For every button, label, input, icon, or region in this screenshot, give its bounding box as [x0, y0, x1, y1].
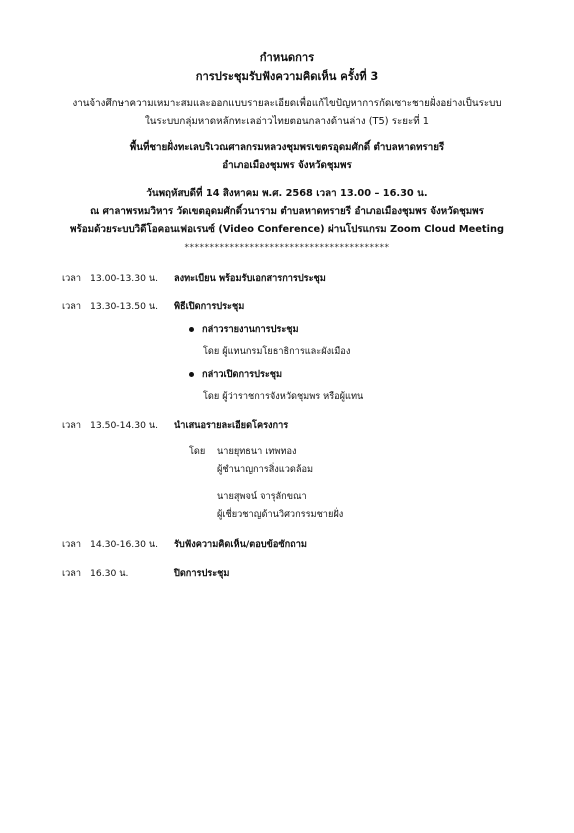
- presenter-2-name: นายสุพจน์ จารุลักขณา: [217, 491, 307, 502]
- bullet-icon: [189, 372, 194, 377]
- bullet-icon: [189, 327, 194, 332]
- time-label: เวลา: [62, 301, 82, 312]
- bullet-text: กล่าวรายงานการประชุม: [202, 324, 299, 335]
- bullet-text: กล่าวเปิดการประชุม: [202, 369, 283, 380]
- date-line: วันพฤหัสบดีที่ 14 สิงหาคม พ.ศ. 2568 เวลา 13.00 – 16.30 น.: [146, 188, 428, 199]
- opening-bullet-report: [189, 322, 299, 337]
- presenter-1-role: ผู้ชำนาญการสิ่งแวดล้อม: [217, 464, 314, 475]
- presenters-by: โดย: [189, 446, 206, 457]
- opening-open-by: โดย ผู้ว่าราชการจังหวัดชุมพร หรือผู้แทน: [203, 391, 364, 402]
- presenter-2-role: ผู้เชี่ยวชาญด้านวิศวกรรมชายฝั่ง: [217, 509, 344, 520]
- divider-stars: *****************************************: [184, 243, 390, 253]
- online-line: พร้อมด้วยระบบวิดีโอคอนเฟอเรนซ์ (Video Conference) ผ่านโปรแกรม Zoom Cloud Meeting: [70, 224, 504, 235]
- opening-report-by: โดย ผู้แทนกรมโยธาธิการและผังเมือง: [203, 346, 351, 357]
- opening-bullet-open: [189, 367, 282, 382]
- area-line-2: อำเภอเมืองชุมพร จังหวัดชุมพร: [222, 160, 352, 171]
- agenda-item: นำเสนอรายละเอียดโครงการ: [174, 420, 289, 431]
- time-range: 13.00-13.30 น.: [90, 273, 159, 284]
- agenda-item: ลงทะเบียน พร้อมรับเอกสารการประชุม: [174, 273, 326, 284]
- agenda-item: รับฟังความคิดเห็น/ตอบข้อซักถาม: [174, 539, 307, 550]
- presenter-1-name: นายยุทธนา เทพทอง: [217, 446, 297, 457]
- project-line-1: งานจ้างศึกษาความเหมาะสมและออกแบบรายละเอียดเพื่อแก้ไขปัญหาการกัดเซาะชายฝั่งอย่างเป็นระบบ: [72, 98, 502, 109]
- time-label: เวลา: [62, 568, 82, 579]
- project-line-2: ในระบบกลุ่มหาดหลักทะเลอ่าวไทยตอนกลางด้านล่าง (T5) ระยะที่ 1: [144, 116, 430, 127]
- venue-line: ณ ศาลาพรหมวิหาร วัดเขตอุดมศักดิ์วนาราม ตำบลหาดทรายรี อำเภอเมืองชุมพร จังหวัดชุมพร: [90, 206, 484, 217]
- time-label: เวลา: [62, 539, 82, 550]
- meeting-title: การประชุมรับฟังความคิดเห็น ครั้งที่ 3: [195, 70, 379, 83]
- agenda-item: พิธีเปิดการประชุม: [174, 301, 245, 312]
- time-range: 14.30-16.30 น.: [90, 539, 159, 550]
- time-range: 16.30 น.: [90, 568, 129, 579]
- doc-title: กำหนดการ: [259, 51, 315, 64]
- time-label: เวลา: [62, 273, 82, 284]
- time-label: เวลา: [62, 420, 82, 431]
- time-range: 13.50-14.30 น.: [90, 420, 159, 431]
- time-range: 13.30-13.50 น.: [90, 301, 159, 312]
- area-line-1: พื้นที่ชายฝั่งทะเลบริเวณศาลกรมหลวงชุมพรเขตรอุดมศักดิ์ ตำบลหาดทรายรี: [129, 142, 445, 153]
- agenda-item: ปิดการประชุม: [174, 568, 230, 579]
